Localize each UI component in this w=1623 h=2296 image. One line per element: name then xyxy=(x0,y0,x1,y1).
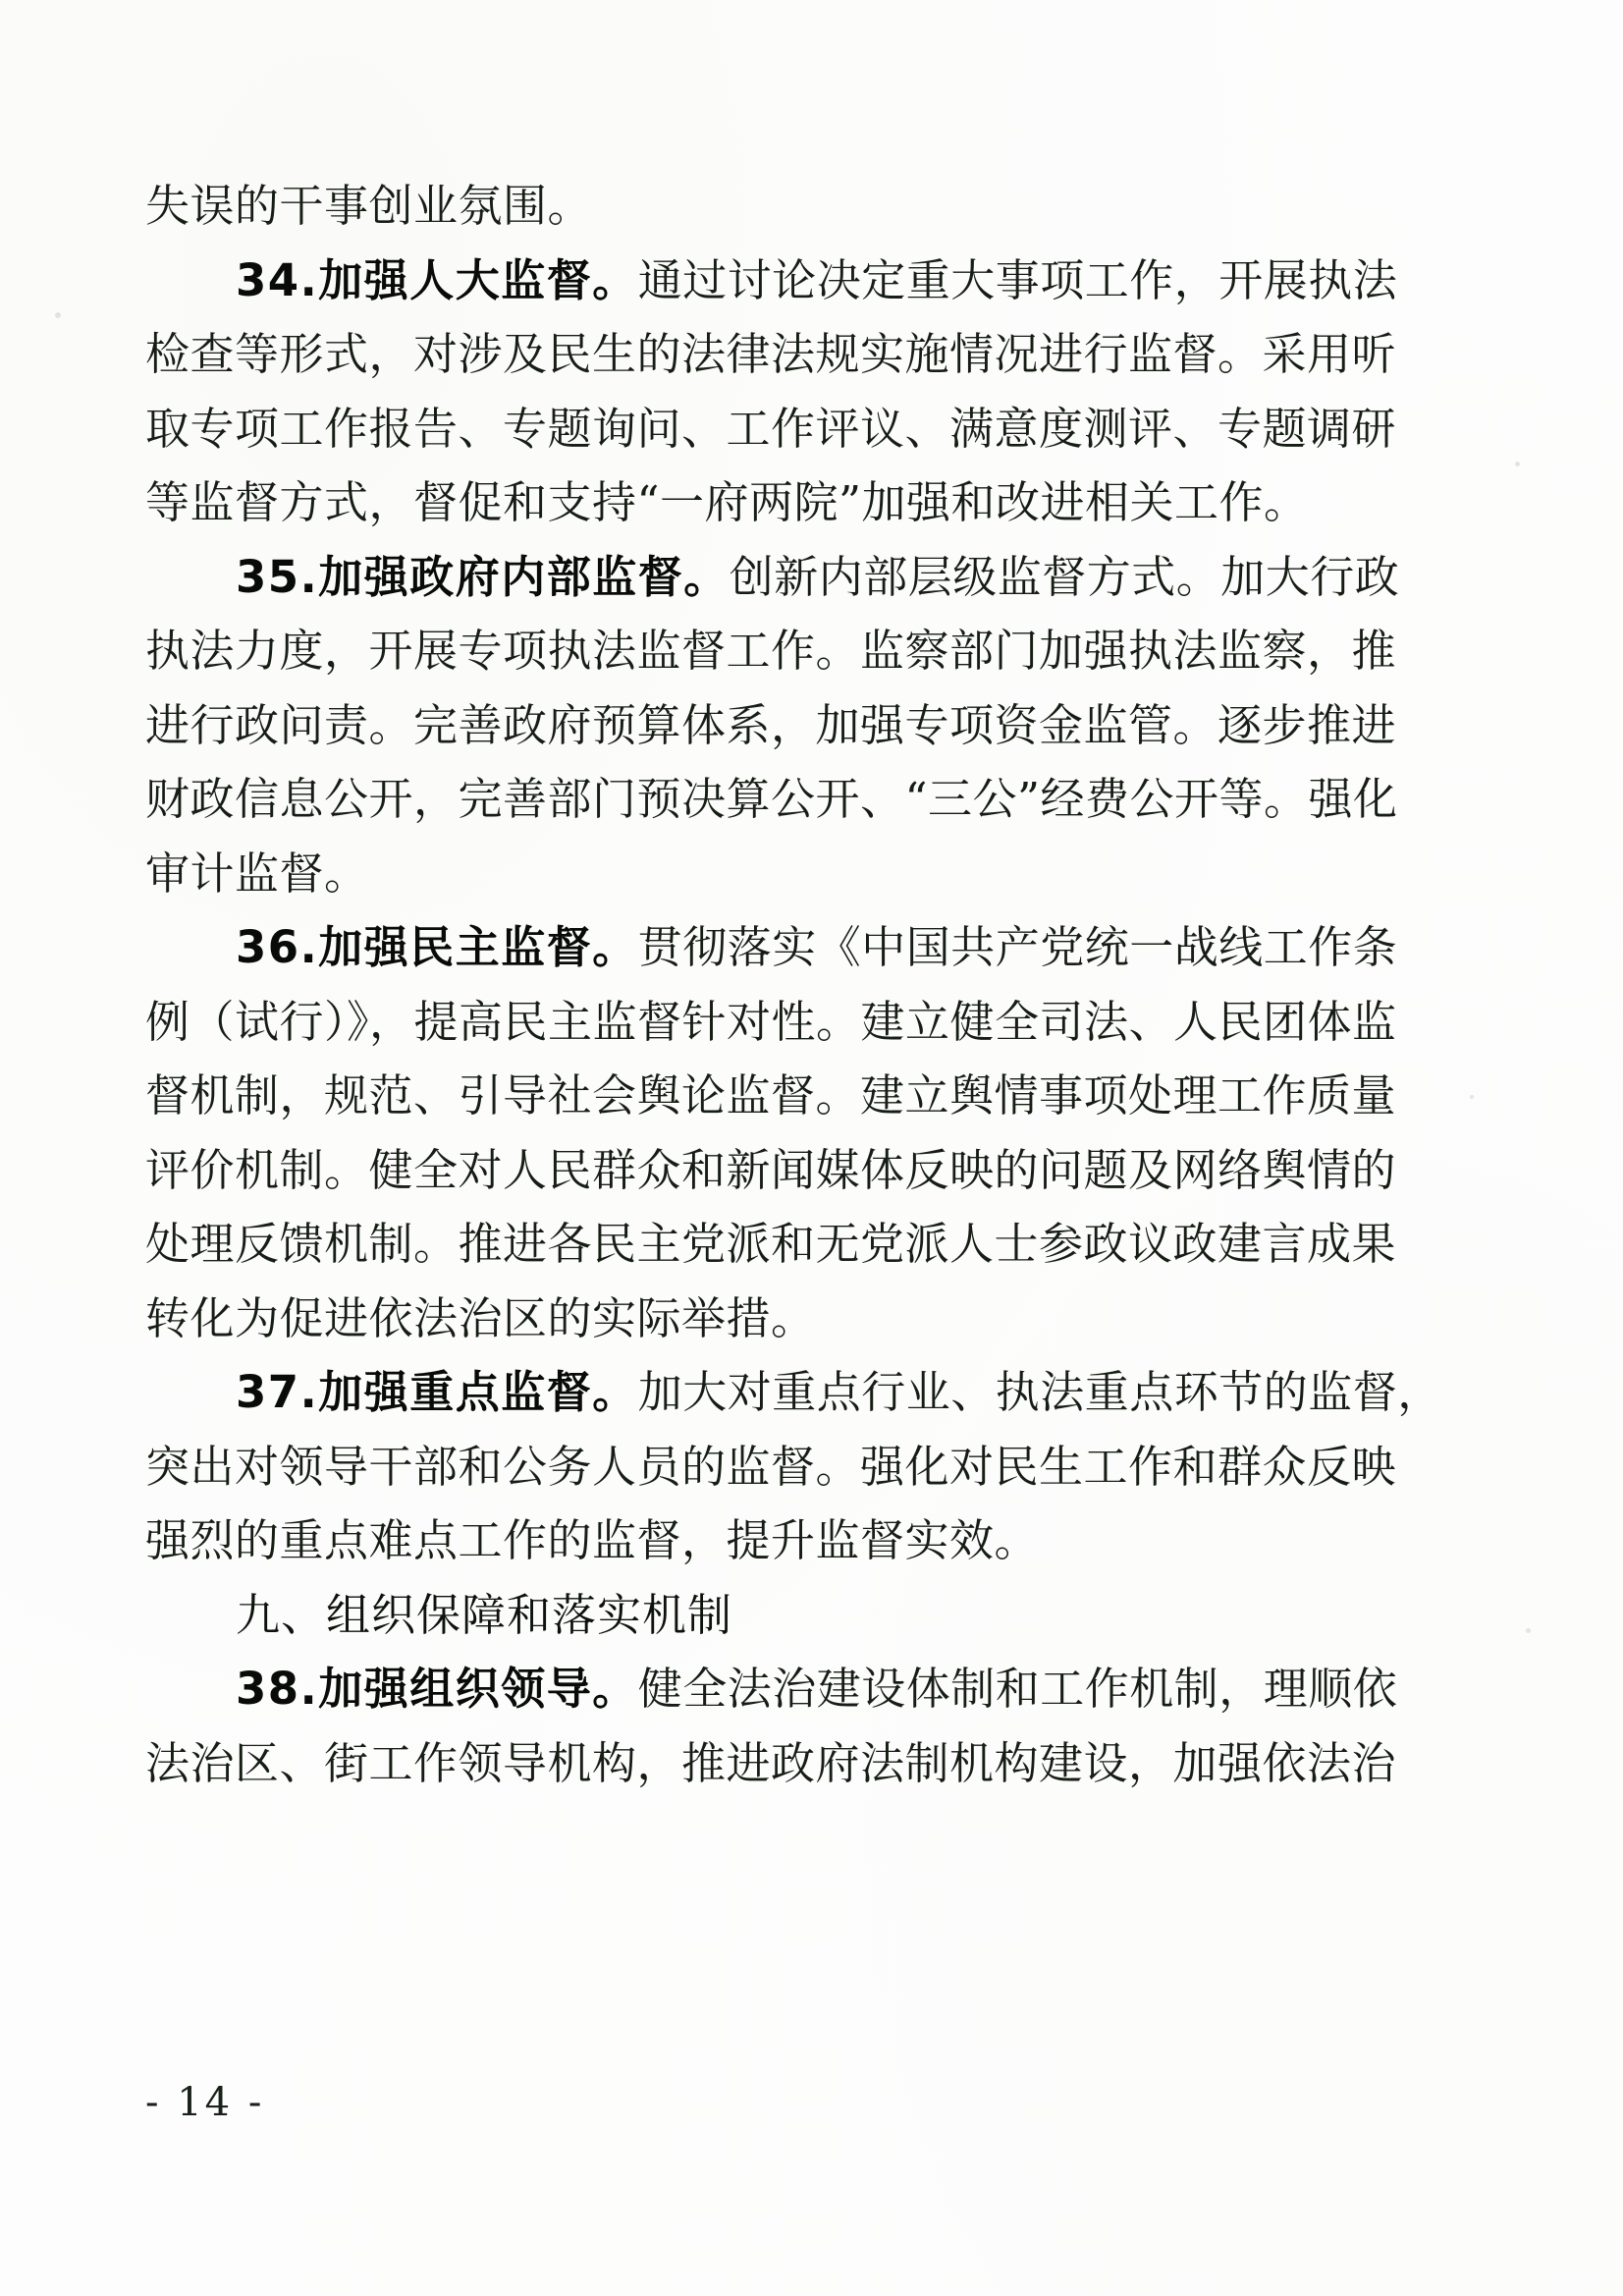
line-text: 突出对领导干部和公务人员的监督。强化对民生工作和群众反映 xyxy=(145,1440,1397,1493)
line-text: 督机制，规范、引导社会舆论监督。建立舆情事项处理工作质量 xyxy=(145,1069,1397,1121)
text-line xyxy=(145,1430,1481,1504)
line-text: 贯彻落实《中国共产党统一战线工作条 xyxy=(637,921,1398,973)
paragraph-lead-37: 37.加强重点监督。 xyxy=(236,1366,638,1418)
text-line xyxy=(145,392,1481,466)
line-text: 评价机制。健全对人民群众和新闻媒体反映的问题及网络舆情的 xyxy=(145,1143,1397,1196)
line-text: 失误的干事创业氛围。 xyxy=(145,180,593,232)
paragraph-lead-34: 34.加强人大监督。 xyxy=(236,253,638,306)
line-text: 审计监督。 xyxy=(145,847,369,900)
text-line xyxy=(145,688,1481,763)
line-text: 健全法治建设体制和工作机制，理顺依 xyxy=(637,1663,1398,1715)
line-text: 法治区、街工作领导机构，推进政府法制机构建设，加强依法治 xyxy=(145,1736,1397,1789)
scan-speck xyxy=(1515,462,1520,466)
text-line xyxy=(145,1207,1481,1282)
line-text: 执法力度，开展专项执法监督工作。监察部门加强执法监察，推 xyxy=(145,625,1397,677)
text-line xyxy=(145,614,1481,688)
line-text: 例（试行）》，提高民主监督针对性。建立健全司法、人民团体监 xyxy=(145,995,1397,1048)
text-line xyxy=(145,762,1481,837)
line-text: 转化为促进依法治区的实际举措。 xyxy=(145,1291,816,1344)
line-text: 创新内部层级监督方式。加大行政 xyxy=(729,550,1400,603)
text-line xyxy=(145,837,1481,911)
scan-speck xyxy=(1526,1628,1531,1633)
text-line xyxy=(145,317,1481,392)
scan-speck xyxy=(55,312,61,318)
text-line xyxy=(145,985,1481,1060)
line-text: 取专项工作报告、专题询问、工作评议、满意度测评、专题调研 xyxy=(145,402,1397,455)
paragraph-lead-35: 35.加强政府内部监督。 xyxy=(236,550,730,603)
line-text: 检查等形式，对涉及民生的法律法规实施情况进行监督。采用听 xyxy=(145,328,1397,380)
line-text: 加大对重点行业、执法重点环节的监督， xyxy=(637,1366,1442,1418)
line-text: 等监督方式，督促和支持“一府两院”加强和改进相关工作。 xyxy=(145,476,1309,528)
scan-speck xyxy=(1470,1095,1474,1099)
line-text: 进行政问责。完善政府预算体系，加强专项资金监管。逐步推进 xyxy=(145,698,1397,751)
text-line xyxy=(145,1133,1481,1208)
line-text: 通过讨论决定重大事项工作，开展执法 xyxy=(637,253,1398,306)
text-line xyxy=(145,1355,1481,1430)
document-body xyxy=(145,169,1481,1800)
paragraph-lead-36: 36.加强民主监督。 xyxy=(236,921,638,973)
text-line xyxy=(145,244,1481,318)
text-line xyxy=(145,540,1481,615)
line-text: 强烈的重点难点工作的监督，提升监督实效。 xyxy=(145,1514,1040,1566)
text-line xyxy=(145,1059,1481,1133)
text-line xyxy=(145,1503,1481,1578)
text-line xyxy=(145,1652,1481,1726)
line-text: 处理反馈机制。推进各民主党派和无党派人士参政议政建言成果 xyxy=(145,1218,1397,1270)
section-heading-text: 九、组织保障和落实机制 xyxy=(236,1588,733,1641)
text-line xyxy=(145,1726,1481,1801)
text-line xyxy=(145,1282,1481,1356)
paragraph-lead-38: 38.加强组织领导。 xyxy=(236,1663,638,1715)
text-line xyxy=(145,465,1481,540)
section-heading-nine xyxy=(145,1578,1481,1653)
text-line xyxy=(145,169,1481,244)
text-line xyxy=(145,910,1481,985)
page-number: - 14 - xyxy=(145,2080,265,2125)
line-text: 财政信息公开，完善部门预决算公开、“三公”经费公开等。强化 xyxy=(145,773,1398,825)
